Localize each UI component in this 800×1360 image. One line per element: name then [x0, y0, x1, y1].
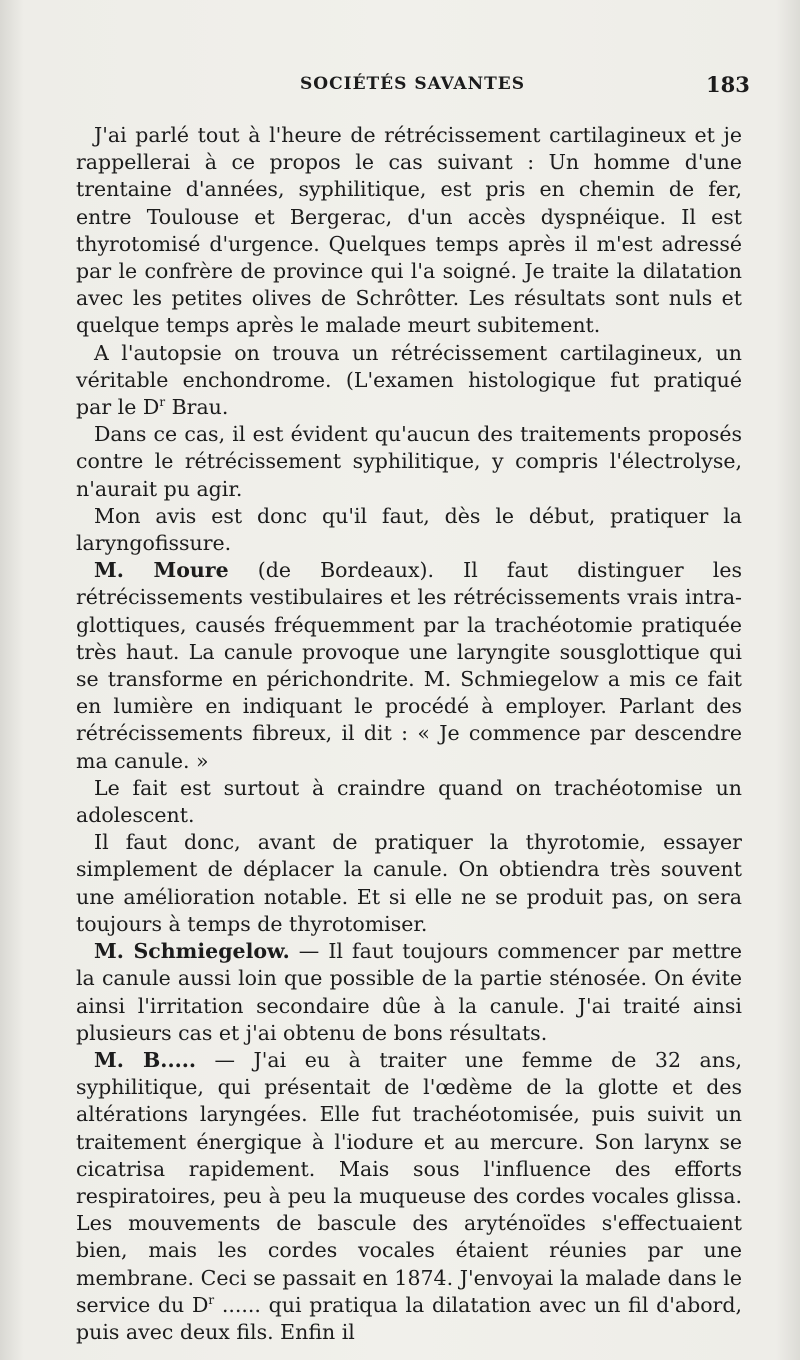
paragraph: M. B..... — J'ai eu à traiter une femme de 32 ans, syphilitique, qui présentait de l'œdème de la glotte et des altérations laryngées. Elle fut trachéotomisée, puis suivit un traitement énergique à l'iodure et au mercure. Son larynx se cicatrisa rapidement. Mais sous l'influence des efforts respiratoires, peu à peu la muqueuse des cordes vocales glissa. Les mouvements de bascule des aryténoïdes s'effectuaient bien, mais les cordes vocales étaient réunies par une membrane. Ceci se passait en 1874. J'envoyai la malade dans le service du $D^r$ ...... qui pratiqua la dilatation avec un fil d'abord, puis avec deux fils. Enfin il — [76, 1047, 743, 1344]
speaker-name: M. B..... — [94, 1047, 196, 1072]
paragraph: M. Moure (de Bordeaux). Il faut distinguer les rétrécissements vestibulaires et les rétrécissements vrais intra-glottiques, causés fréquemment par la trachéotomie pratiquée très haut. La canule provoque une laryngite sousglottique qui se transforme en périchondrite. M. Schmiegelow a mis ce fait en lumière en indiquant le procédé à employer. Parlant des rétrécissements fibreux, il dit : « Je commence par descendre ma canule. » — [76, 558, 742, 773]
page-header — [0, 72, 800, 102]
body-text — [76, 122, 742, 1346]
paragraph: J'ai parlé tout à l'heure de rétrécissement cartilagineux et je rappellerai à ce propos le cas suivant : Un homme d'une trentaine d'années, syphilitique, est pris en chemin de fer, entre Toulouse et Bergerac, d'un accès dyspnéique. Il est thyrotomisé d'urgence. Quelques temps après il m'est adressé par le confrère de province qui l'a soigné. Je traite la dilatation avec les petites olives de Schrôtter. Les résultats sont nuls et quelque temps après le malade meurt subitement. — [76, 123, 742, 338]
running-head: SOCIÉTÉS SAVANTES — [300, 74, 526, 94]
paragraph: Mon avis est donc qu'il faut, dès le début, pratiquer la laryngofissure. — [76, 503, 742, 556]
paragraph: M. Schmiegelow. — Il faut toujours commencer par mettre la canule aussi loin que possible de la partie sténosée. On évite ainsi l'irritation secondaire dûe à la canule. J'ai traité ainsi plusieurs cas et j'ai obtenu de bons résultats. — [76, 939, 742, 1045]
speaker-name: M. Schmiegelow. — [94, 939, 290, 964]
paragraph: Dans ce cas, il est évident qu'aucun des traitements proposés contre le rétrécissement syphilitique, y compris l'électrolyse, n'aurait pu agir. — [76, 422, 742, 501]
page-number: 183 — [706, 72, 750, 97]
paragraph: A l'autopsie on trouva un rétrécissement cartilagineux, un véritable enchondrome. (L'examen histologique fut pratiqué par le $D^r$ Brau. — [76, 340, 742, 420]
paragraph: Le fait est surtout à craindre quand on trachéotomise un adolescent. — [76, 775, 742, 828]
speaker-name: M. Moure — [94, 558, 229, 583]
paragraph: Il faut donc, avant de pratiquer la thyrotomie, essayer simplement de déplacer la canule. On obtiendra très souvent une amélioration notable. Et si elle ne se produit pas, on sera toujours à temps de thyrotomiser. — [76, 830, 742, 936]
doctor-abbrev-superscript: r — [159, 395, 166, 410]
doctor-abbrev-superscript: r — [208, 1292, 215, 1307]
